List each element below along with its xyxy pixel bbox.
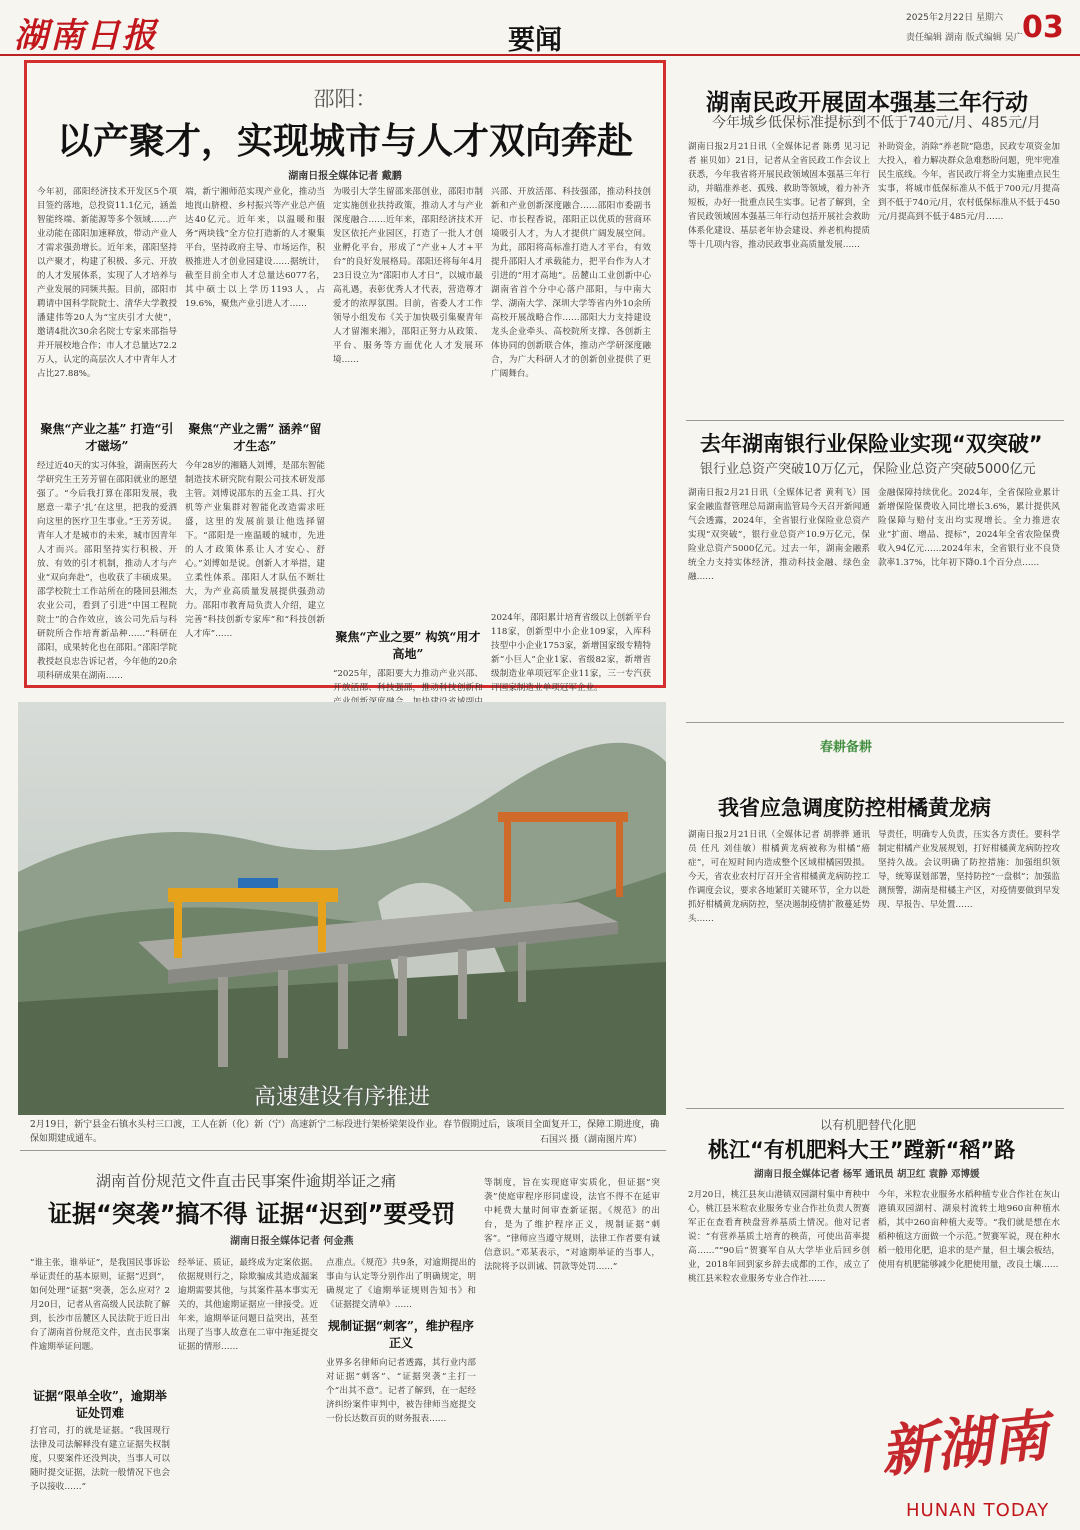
section-title: 要闻 xyxy=(508,25,562,56)
article-evidence-byline: 湖南日报全媒体记者 何金燕 xyxy=(230,1236,354,1247)
feature-kicker: 邵阳： xyxy=(313,87,377,111)
article-evidence-col3: 点准点。《规范》共9条，对逾期提出的事由与认定等分别作出了明确规定，明确规定了《逾期举证规则告知书》和《证据提交清单》…… xyxy=(326,1258,476,1310)
divider xyxy=(686,1108,1064,1109)
photo-illustration xyxy=(18,702,666,1115)
page-number: 03 xyxy=(1022,10,1064,45)
feature-col3-bottom: “2025年，邵阳要大力推动产业兴邵、开放活邵、科技强邵，推动科技创新和 xyxy=(333,669,483,693)
watermark-logo: 新湖南 xyxy=(877,1402,1052,1486)
divider xyxy=(20,1150,666,1151)
article-organic-kicker: 以有机肥替代化肥 xyxy=(820,1118,917,1132)
article-civil-affairs-col1: 湖南日报2月21日讯（全媒体记者 陈勇 见习记者 崔贝如）21日，记者从全省民政工作会议上获悉，今年我省将开展民政领域固本强基三年行动，并瞄准养老、孤残、救助等领域，着力补齐短板，办好一批重点民生实事。记者了解到，全省民政领域固本强基三年行动包括开展社会救助体系化建设、基层老年协会建设、养老机构提质等十几项内容，推动民政事业高质量发展…… xyxy=(688,142,870,250)
feature-col1-top: 今年初，邵阳经济技术开发区5个项目签约落地，总投资11.1亿元，涵盖智能终端、新能源等多个领域……产业动能在邵阳加速释放，带动产业人才需求强劲增长。近年来，邵阳坚持以产聚才，构建了积极、多元、开放的人才发展体系，实现了人才培养与产业发展的同频共振。目前，邵阳市聘请中国科学院院士、清华大学教授潘建伟等20人为“宝庆引才大使”，邀请4批次30余名院士专家来邵指导并开展校地合作；市人才总量达72.2万人，认定的高层次人才中青年人才占比27.88%。 xyxy=(37,187,177,379)
article-civil-affairs-subtitle: 今年城乡低保标准提标到不低于740元/月、485元/月 xyxy=(712,115,1041,131)
feature-col4-top: 兴邵、开放活邵、科技强邵，推动科技创新和产业创新深度融合……邵阳市委副书记、市长程香说，邵阳正以优质的营商环境吸引人才，为人才提供广阔发展空间。为此，邵阳将高标准打造人才平台，有效提升邵阳人才承载能力，把平台作为人才引进的“用才高地”。岳麓山工业创新中心湖南省首个分中心落户邵阳，与中南大学、湖南大学、深圳大学等省内外10余所高校开展战略合作……邵阳大力支持建设龙头企业牵头、高校院所支撑、各创新主体协同的创新联合体，推动产学研深度融合，为广大科研人才的创新创业提供了更广阔舞台。 xyxy=(491,187,651,379)
feature-col3-top: 为吸引大学生留邵来邵创业，邵阳市制定实施创业扶持政策，推动人才与产业深度融合……近年来，邵阳经济技术开发区依托产业园区，打造了一批人才创业孵化平台，形成了“产业+人才+平台”的良好发展格局。邵阳还将每年4月23日设立为“邵阳市人才日”，以城市最高礼遇，表彰优秀人才代表，营造尊才爱才的浓厚氛围。目前，省委人才工作领导小组发布《关于加快吸引集聚青年人才留湘来湘》，邵阳正努力从政策、平台、服务等方面优化人才发展环境…… xyxy=(333,187,483,365)
article-citrus-col1: 湖南日报2月21日讯（全媒体记者 胡骅骅 通讯员 任凡 刘佳敏）柑橘黄龙病被称为柑橘“癌症”，可在短时间内造成整个区域柑橘园毁损。今天，省农业农村厅召开全省柑橘黄龙病防控工作调度会议，要求各地紧盯关键环节，全力以赴抓好柑橘黄龙病防控，坚决遏制疫情扩散蔓延势头…… xyxy=(688,830,870,924)
article-banking-col2: 金融保障持续优化。2024年，全省保险业累计新增保险保费收入同比增长3.6%，累计提供风险保障与赔付支出均实现增长。全力推进农业“扩面、增品、提标”，2024年全省农险保费收入94亿元……2024年末，全省银行业不良贷款率1.37%，比年初下降0.1个百分点…… xyxy=(878,488,1060,568)
feature-col2-bottom: 今年28岁的湘籍人刘博，是邵东智能制造技术研究院有限公司技术研发部主管。刘博说邵东的五金工具、打火机等产业集群对智能化改造需求旺盛，这里的发展前景让他选择留下。“邵阳是一座温暖的城市，先进的人才政策体系让人才安心、舒心。”刘博如是说。创新人才举措，建立柔性体系。邵阳人才队伍不断壮大，为产业高质量发展提供强劲动力。邵阳市教育局负责人介绍，建立完善“科技创新专家库”和“科技创新人才库”…… xyxy=(185,461,325,639)
feature-col1-bottom: 经过近40天的实习体验，湖南医药大学研究生王芳芳留在邵阳就业的愿望强了。“今后我打算在邵阳发展，我愿意一辈子‘扎’在这里，把我的爱洒向这里的医疗卫生事业。”王芳芳说。青年人才是城市的未来，城市因青年人才而兴。邵阳坚持实行积极、开放、有效的引才机制，推动人才与产业“双向奔赴”，也收获了丰硕成果。邵学校院士工作站所在的隆回县湘杰农业公司，看到了引进“中国工程院院士”的合作效应，该公司先后与科研院所合作培育新品种……“科研在邵阳，成果转化也在邵阳。”邵阳学院教授赵良忠告诉记者，今年他的20余项科研成果在湖南…… xyxy=(37,461,177,681)
article-civil-affairs-title: 湖南民政开展固本强基三年行动 xyxy=(706,90,1028,116)
divider xyxy=(686,420,1064,421)
article-organic-byline: 湖南日报全媒体记者 杨军 通讯员 胡卫红 袁静 邓博媛 xyxy=(754,1169,980,1180)
feature-subhead-1: 聚焦“产业之基” 打造“引才磁场” xyxy=(40,422,174,453)
feature-subhead-3: 聚焦“产业之要” 构筑“用才高地” xyxy=(335,630,481,661)
editors-line: 责任编辑 湖南 版式编辑 吴广 xyxy=(906,33,1023,43)
photo-caption: 2月19日，新宁县金石镇水头村三口渡，工人在新（化）新（宁）高速新宁二标段进行架桥梁架设作业。春节假期过后，该项目全面复开工，保障工期进度，确保如期建成通车。 xyxy=(30,1120,660,1144)
article-organic-col1: 2月20日，桃江县灰山港镇双园湖村集中育秧中心，桃江县米粒农业服务专业合作社负责人贺赛军正在查看育秧盘营养基质土情况。他对记者说：“有营养基质土培育的秧苗，可使出苗率提高……”“90后”贺赛军自从大学毕业后回乡创业，2018年回到家乡辞去成都的工作，成立了桃江县米粒农业服务专业合作社…… xyxy=(688,1190,870,1284)
newspaper-logo: 湖南日报 xyxy=(14,16,158,56)
article-organic-col2: 今年，米粒农业服务水稻种植专业合作社在灰山港镇双园湖村、湖泉村流转土地960亩种植水稻，其中260亩种植大麦等。“我们就是想在水稻种植这方面做一个示范。”贺赛军说，现在种水稻一般用化肥，追求的是产量，但土壤会板结，使用有机肥能够减少化肥使用量，改良土壤…… xyxy=(878,1190,1060,1270)
article-evidence-title: 证据“突袭”搞不得 证据“迟到”要受罚 xyxy=(48,1200,456,1228)
article-citrus-col2: 导责任，明确专人负责，压实各方责任。要科学制定柑橘产业发展规划，打好柑橘黄龙病防控攻坚持久战。会议明确了防控措施：加强组织领导，统筹谋划部署，坚持防控“一盘棋”；加强监测预警，湖南是柑橘主产区，对疫情要做到早发现、早报告、早处置…… xyxy=(878,830,1060,910)
feature-col4-bottom: 2024年，邵阳累计培育省级以上创新平台118家，创新型中小企业109家，入库科技型中小企业1753家，新增国家级专精特新“小巨人”企业1家、省级82家，新增省级制造业单项冠军企业11家，三一专汽获评国家制造业单项冠军企业。 xyxy=(491,613,651,693)
photo-credit: 石国兴 摄（湖南图片库） xyxy=(540,1135,642,1145)
masthead xyxy=(0,0,1080,56)
feature-subhead-2: 聚焦“产业之需” 涵养“留才生态” xyxy=(188,422,322,453)
feature-byline: 湖南日报全媒体记者 戴鹏 xyxy=(288,171,402,182)
highway-bridge-photo xyxy=(18,702,666,1115)
photo-title: 高速建设有序推进 xyxy=(253,1085,430,1110)
article-banking-col1: 湖南日报2月21日讯（全媒体记者 黄利飞）国家金融监督管理总局湖南监管局今天召开新闻通气会透露，2024年，全省银行业保险业总资产实现“双突破”，银行业总资产10.9万亿元，保险业总资产5000亿元。过去一年，湖南金融系统全力支持实体经济，推动科技金融、绿色金融…… xyxy=(688,488,870,582)
issue-date: 2025年2月22日 星期六 xyxy=(906,13,1003,23)
article-evidence-col1-bottom: 打官司，打的就是证据。“我国现行法律及司法解释没有建立证据失权制度，只要案件还没判决，当事人可以随时提交证据，法院一般情况下也会予以接收……” xyxy=(30,1426,170,1492)
article-civil-affairs-col2: 补助资金，消除“养老院”隐患，民政专项资金加大投入，着力解决群众急难愁盼问题，兜牢兜准民生底线。今年，省民政厅将全力实施重点民生实事，将城市低保标准从不低于700元/月提高到不低于740元/月，农村低保标准从不低于450元/月提高到不低于485元/月…… xyxy=(878,142,1060,222)
feature-col2-top: 端，新宁湘师范实现产业化，推动当地崀山脐橙、乡村振兴等产业总产值达40亿元。近年来，以温暖和服务“两块钱”全方位打造新的人才聚集平台，坚持政府主导、市场运作，积极推进人才创业园建设……据统计，截至目前全市人才总量达6077名，其中硕士以上学历1193人，占19.6%，聚焦产业引进人才…… xyxy=(185,187,325,309)
feature-headline: 以产聚才，实现城市与人才双向奔赴 xyxy=(56,121,633,162)
divider xyxy=(686,722,1064,723)
article-evidence-subhead-1: 证据“限单全收”，逾期举证处罚难 xyxy=(33,1389,167,1420)
feature-article xyxy=(24,60,666,693)
article-citrus-title: 我省应急调度防控柑橘黄龙病 xyxy=(718,796,991,820)
article-evidence-col2: 经举证、质证，最终成为定案依据。依据规则行之，除欺骗成其造成漏案逾期需要其他，与其案件基本事实无关的，其他逾期证据应一律接受。近年来，逾期举证问题日益突出，甚至出现了当事人故意在二审中拖延提交证据的情形…… xyxy=(178,1258,318,1352)
article-evidence-col1: “谁主张，谁举证”，是我国民事诉讼举证责任的基本原则，证据“迟到”，如何处理“证据”突袭，怎么应对？2月20日，记者从省高级人民法院了解到，长沙市岳麓区人民法院于近日出台了湖南首份规范文件，直击民事案件逾期举证问题。 xyxy=(30,1258,170,1352)
article-evidence-col3-bottom: 业界多名律师向记者透露，其行业内部对证据“刺客”、“证据突袭”主打一个“出其不意”。记者了解到，在一起经济纠纷案件审判中，被告律师当庭提交一份长达数百页的财务报表…… xyxy=(326,1358,476,1424)
article-banking-title: 去年湖南银行业保险业实现“双突破” xyxy=(700,432,1043,456)
article-organic-title: 桃江“有机肥料大王”蹚新“稻”路 xyxy=(708,1138,1016,1162)
article-citrus-tag: 春耕备耕 xyxy=(820,740,873,755)
article-evidence-kicker: 湖南首份规范文件直击民事案件逾期举证之痛 xyxy=(96,1172,397,1190)
article-evidence-col4: 等制度，旨在实现庭审实质化，但证据“突袭”使庭审程序形同虚设，法官不得不在延审中耗费大量时间审查新证据。《规范》的出台，是为了维护程序正义，规制证据“刺客”。“律师应当遵守规则，法律工作者要有诚信意识。”邓某表示，“对逾期举证的当事人，法院将予以训诫、罚款等处罚……” xyxy=(484,1178,660,1272)
watermark-english: HUNAN TODAY xyxy=(906,1500,1050,1521)
article-evidence-subhead-2: 规制证据“刺客”，维护程序正义 xyxy=(328,1319,474,1350)
article-banking-subtitle: 银行业总资产突破10万亿元，保险业总资产突破5000亿元 xyxy=(700,462,1036,477)
